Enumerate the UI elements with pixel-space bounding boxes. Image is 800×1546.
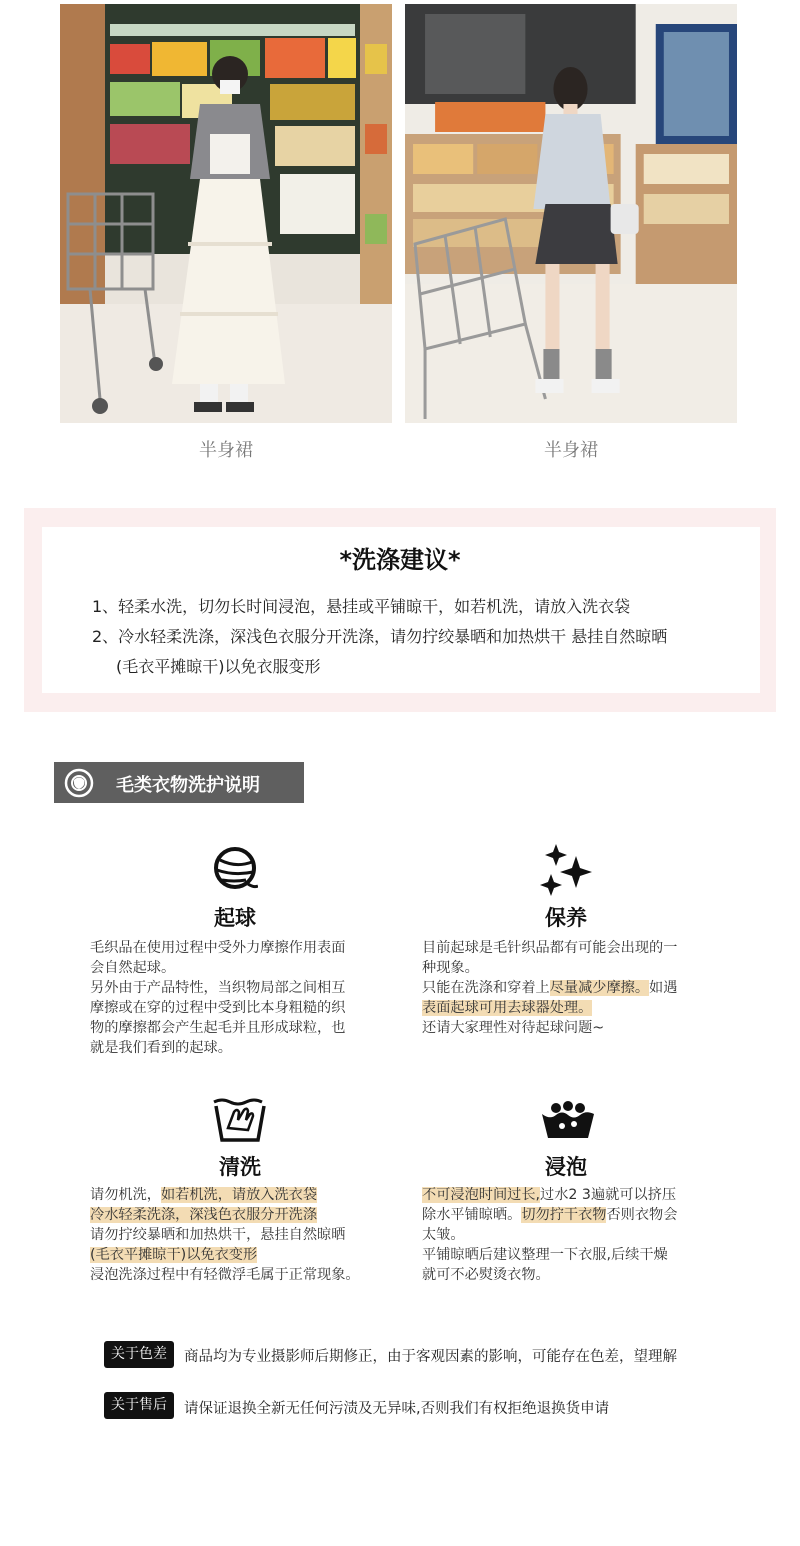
soaking-line-1 xyxy=(422,1185,722,1205)
washing-highlight-3: (毛衣平摊晾干)以免衣变形 xyxy=(90,1247,258,1263)
pilling-line-1: 毛织品在使用过程中受外力摩擦作用表面 xyxy=(90,940,346,956)
pilling-line-6: 就是我们看到的起球。 xyxy=(90,1040,232,1056)
product-photo-skirt-short xyxy=(405,4,737,423)
wash-advice-title: *洗涤建议* xyxy=(339,546,461,574)
soaking-line-4: 平铺晾晒后建议整理一下衣服,后续干燥 xyxy=(422,1247,668,1263)
maintenance-line-3-c: 如遇 xyxy=(649,980,678,996)
photo-caption-left: 半身裙 xyxy=(199,440,253,461)
washing-highlight-2: 冷水轻柔洗涤，深浅色衣服分开洗涤 xyxy=(90,1207,318,1223)
pilling-description xyxy=(90,938,390,1058)
pilling-title: 起球 xyxy=(214,906,256,930)
soaking-line-2 xyxy=(422,1205,722,1225)
pilling-line-4: 摩擦或在穿的过程中受到比本身粗糙的织 xyxy=(90,1000,346,1016)
care-section-title: 毛类衣物洗护说明 xyxy=(116,775,260,796)
soaking-title: 浸泡 xyxy=(545,1155,587,1179)
soak-basin-icon xyxy=(540,1100,596,1140)
soaking-line-2-a: 除水平铺晾晒。 xyxy=(422,1207,522,1223)
maintenance-highlight-1: 尽量减少摩擦。 xyxy=(549,980,650,996)
washing-line-5: 浸泡洗涤过程中有轻微浮毛属于正常现象。 xyxy=(90,1267,360,1283)
service-notice-label: 关于售后 xyxy=(104,1392,174,1419)
maintenance-line-5: 还请大家理性对待起球问题~ xyxy=(422,1020,605,1036)
maintenance-line-3-a: 只能在洗涤和穿着上 xyxy=(422,980,550,996)
photo-caption-right: 半身裙 xyxy=(544,440,598,461)
maintenance-title: 保养 xyxy=(545,906,587,930)
wash-advice-line-3: (毛衣平摊晾干)以免衣服变形 xyxy=(116,657,321,676)
pilling-line-2: 会自然起球。 xyxy=(90,960,176,976)
washing-highlight-1: 如若机洗，请放入洗衣袋 xyxy=(160,1187,318,1203)
maintenance-line-2: 种现象。 xyxy=(422,960,479,976)
pilling-line-5: 物的摩擦都会产生起毛并且形成球粒，也 xyxy=(90,1020,346,1036)
washing-line-1-a: 请勿机洗， xyxy=(90,1187,161,1203)
wool-badge-icon xyxy=(64,768,94,798)
service-notice-text: 请保证退换全新无任何污渍及无异味,否则我们有权拒绝退换货申请 xyxy=(184,1401,610,1417)
soaking-line-1-b: 过水2 3遍就可以挤压 xyxy=(540,1187,677,1203)
color-notice-text: 商品均为专业摄影师后期修正，由于客观因素的影响，可能存在色差，望理解 xyxy=(184,1349,677,1365)
soaking-highlight-1: 不可浸泡时间过长, xyxy=(422,1187,541,1203)
soaking-line-3: 太皱。 xyxy=(422,1227,465,1243)
maintenance-highlight-2: 表面起球可用去球器处理。 xyxy=(422,1000,593,1016)
soaking-line-2-c: 否则衣物会 xyxy=(606,1207,678,1223)
soaking-highlight-2: 切勿拧干衣物 xyxy=(521,1207,607,1223)
washing-title: 清洗 xyxy=(219,1155,261,1179)
wash-advice-line-2: 2、冷水轻柔洗涤，深浅色衣服分开洗涤，请勿拧绞暴晒和加热烘干 悬挂自然晾晒 xyxy=(92,627,668,646)
yarn-ball-icon xyxy=(212,846,258,892)
maintenance-line-4 xyxy=(422,998,722,1018)
hand-wash-icon xyxy=(212,1098,268,1144)
washing-line-3: 请勿拧绞暴晒和加热烘干，悬挂自然晾晒 xyxy=(90,1227,346,1243)
washing-line-2 xyxy=(90,1205,390,1225)
sparkle-icon xyxy=(540,842,592,896)
color-notice-label: 关于色差 xyxy=(104,1341,174,1368)
wash-advice-line-1: 1、轻柔水洗，切勿长时间浸泡，悬挂或平铺晾干，如若机洗，请放入洗衣袋 xyxy=(92,597,631,616)
pilling-line-3: 另外由于产品特性，当织物局部之间相互 xyxy=(90,980,346,996)
soaking-line-5: 就可不必熨烫衣物。 xyxy=(422,1267,550,1283)
washing-line-4 xyxy=(90,1245,390,1265)
maintenance-description xyxy=(422,938,722,1038)
maintenance-line-1: 目前起球是毛针织品都有可能会出现的一 xyxy=(422,940,678,956)
care-section-header xyxy=(54,762,304,803)
washing-description xyxy=(90,1185,390,1285)
washing-line-1 xyxy=(90,1185,390,1205)
product-photo-skirt-long xyxy=(60,4,392,423)
soaking-description xyxy=(422,1185,722,1285)
maintenance-line-3 xyxy=(422,978,722,998)
